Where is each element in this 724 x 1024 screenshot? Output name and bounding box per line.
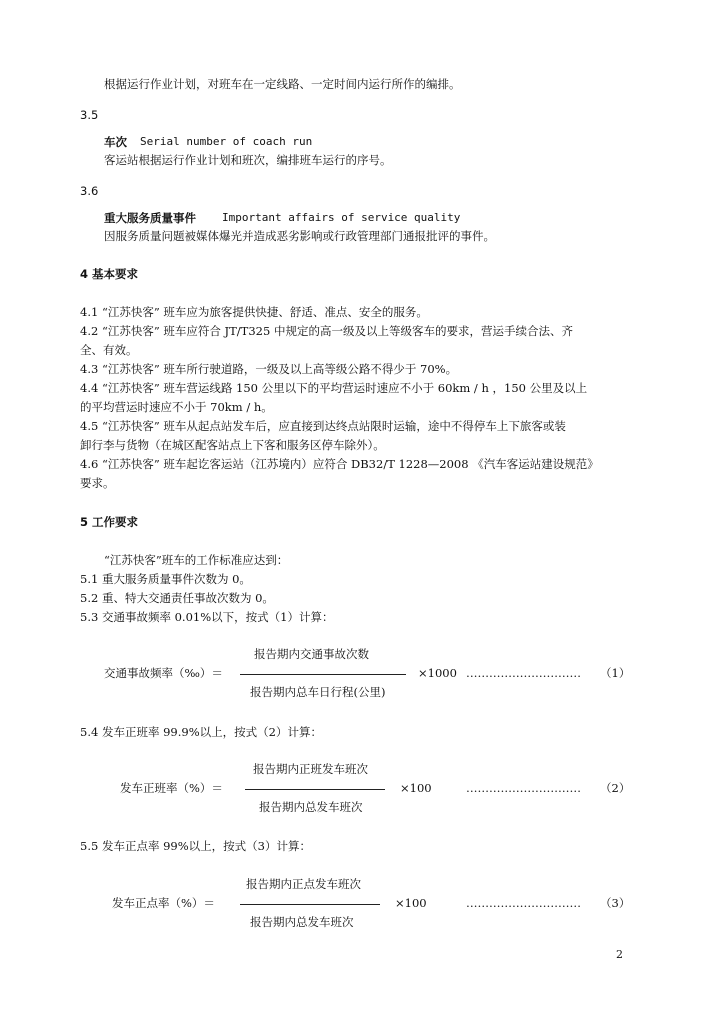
clause-line: 的平均营运时速应不小于 70km / h。 [80,400,273,414]
formula-multiplier: ×100 [400,781,432,795]
formula-number: （1） [600,666,631,680]
formula-lhs: 发车正班率（%）＝ [120,781,223,795]
clause-number: 3.6 [80,184,99,198]
clause-line: 4.6 “江苏快客” 班车起讫客运站（江苏境内）应符合 DB32/T 1228—2008 《汽车客运站建设规范》 [80,457,599,471]
formula-leader-dots: ………………………… [466,896,581,910]
formula-denominator: 报告期内总车日行程(公里) [250,685,386,699]
formula-numerator: 报告期内交通事故次数 [254,647,369,661]
formula-leader-dots: ………………………… [466,666,581,680]
term-english: Important affairs of service quality [222,211,461,224]
section-heading: 5 工作要求 [80,515,139,529]
fraction-bar [240,674,406,675]
page-number: 2 [616,948,623,961]
clause-line: 5.3 交通事故频率 0.01%以下，按式（1）计算： [80,610,334,624]
clause-line: 4.5 “江苏快客” 班车从起点站发车后，应直接到达终点站限时运输，途中不得停车上下旅客或装 [80,419,566,433]
term-title: 车次 [104,135,127,149]
fraction-bar [240,904,380,905]
formula-multiplier: ×1000 [418,666,457,680]
clause-line: 5.4 发车正班率 99.9%以上，按式（2）计算： [80,725,322,739]
formula-numerator: 报告期内正班发车班次 [253,762,368,776]
paragraph-line: 根据运行作业计划，对班车在一定线路、一定时间内运行所作的编排。 [104,77,461,91]
clause-line: 4.1 “江苏快客” 班车应为旅客提供快捷、舒适、准点、安全的服务。 [80,305,428,319]
clause-line: 5.2 重、特大交通责任事故次数为 0。 [80,591,274,605]
clause-line: 4.2 “江苏快客” 班车应符合 JT/T325 中规定的高一级及以上等级客车的要求，营运手续合法、齐 [80,324,573,338]
formula-leader-dots: ………………………… [466,781,581,795]
clause-line: 4.3 “江苏快客” 班车所行驶道路，一级及以上高等级公路不得少于 70%。 [80,362,458,376]
paragraph-line: “江苏快客”班车的工作标准应达到： [104,553,289,567]
fraction-bar [245,789,385,790]
section-heading: 4 基本要求 [80,267,139,281]
clause-line: 要求。 [80,476,115,490]
clause-line: 全、有效。 [80,343,138,357]
formula-denominator: 报告期内总发车班次 [250,915,354,929]
formula-lhs: 交通事故频率（‰）＝ [104,666,223,680]
clause-line: 5.1 重大服务质量事件次数为 0。 [80,572,251,586]
formula-numerator: 报告期内正点发车班次 [246,877,361,891]
term-english: Serial number of coach run [140,135,313,148]
formula-number: （2） [600,781,631,795]
clause-line: 卸行李与货物（在城区配客站点上下客和服务区停车除外）。 [80,438,385,452]
formula-multiplier: ×100 [395,896,427,910]
term-definition: 客运站根据运行作业计划和班次，编排班车运行的序号。 [104,153,392,167]
formula-lhs: 发车正点率（%）＝ [112,896,215,910]
clause-line: 5.5 发车正点率 99%以上，按式（3）计算： [80,839,311,853]
clause-number: 3.5 [80,108,99,122]
term-definition: 因服务质量问题被媒体爆光并造成恶劣影响或行政管理部门通报批评的事件。 [104,229,495,243]
clause-line: 4.4 “江苏快客” 班车营运线路 150 公里以下的平均营运时速应不小于 60km / h ，150 公里及以上 [80,381,588,395]
formula-denominator: 报告期内总发车班次 [259,800,363,814]
term-title: 重大服务质量事件 [104,211,196,225]
formula-number: （3） [600,896,631,910]
